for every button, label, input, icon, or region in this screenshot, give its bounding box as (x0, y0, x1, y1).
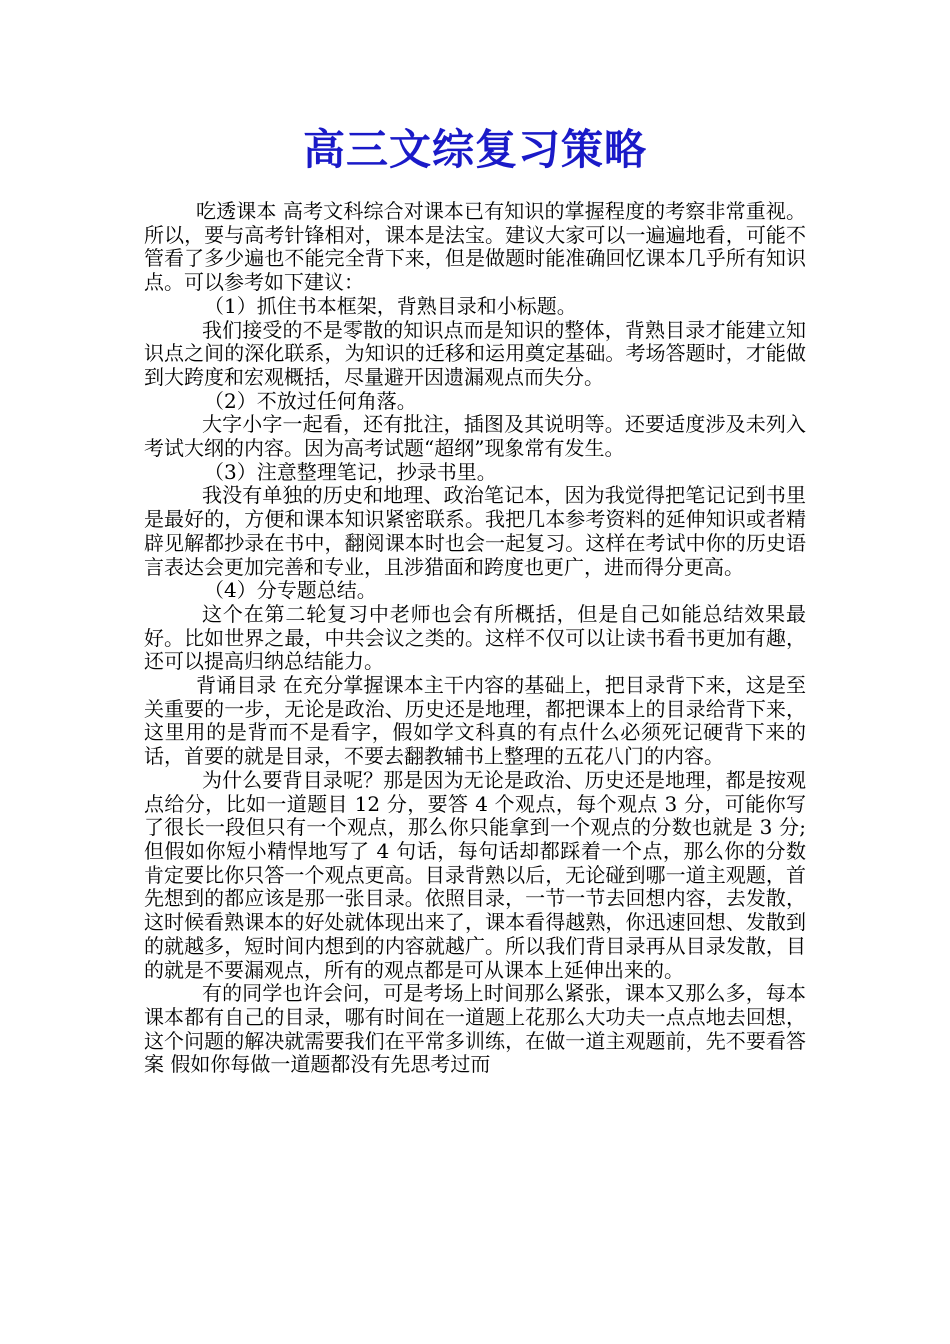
document-body (144, 200, 806, 1077)
paragraph-why-contents: 为什么要背目录呢？那是因为无论是政治、历史还是地理，都是按观点给分，比如一道题目 12 分，要答 4 个观点，每个观点 3 分，可能你写了很长一段但只有一个观点，那么你只能拿到一个观点的分数也就是 3 分;但假如你短小精悍地写了 4 句话，每句话却都踩着一个点，那么你的分数肯定要比你只答一个观点更高。目录背熟以后，无论碰到哪一道主观题，首先想到的都应该是那一张目录。依照目录，一节一节去回想内容，去发散，这时候看熟课本的好处就体现出来了，课本看得越熟，你迅速回想、发散到的就越多，短时间内想到的内容就越广。所以我们背目录再从目录发散，目的就是不要漏观点，所有的观点都是可从课本上延伸出来的。 (144, 767, 806, 982)
list-item-topics: （4）分专题总结。 (204, 578, 377, 603)
list-item-notes: （3）注意整理笔记，抄录书里。 (204, 459, 497, 484)
page-title: 高三文综复习策略 (302, 125, 647, 174)
paragraph-every-corner-detail: 大字小字一起看，还有批注，插图及其说明等。还要适度涉及未列入考试大纲的内容。因为高考试题“超纲”现象常有发生。 (144, 412, 806, 461)
paragraph-textbook-intro: 吃透课本 高考文科综合对课本已有知识的掌握程度的考察非常重视。所以，要与高考针锋相对，课本是法宝。建议大家可以一遍遍地看，可能不管看了多少遍也不能完全背下来，但是做题时能准确回忆课本几乎所有知识点。可以参考如下建议： (144, 199, 806, 295)
paragraph-exam-time: 有的同学也许会问，可是考场上时间那么紧张，课本又那么多，每本课本都有自己的目录，哪有时间在一道题上花那么大功夫一点点地去回想，这个问题的解决就需要我们在平常多训练，在做一道主观题前，先不要看答案 假如你每做一道题都没有先思考过而 (144, 981, 806, 1077)
paragraph-memorize-contents: 背诵目录 在充分掌握课本主干内容的基础上，把目录背下来，这是至关重要的一步，无论是政治、历史还是地理，都把课本上的目录给背下来，这里用的是背而不是看字，假如学文科真的有点什么必须死记硬背下来的话，首要的就是目录，不要去翻教辅书上整理的五花八门的内容。 (144, 673, 806, 769)
paragraph-framework-detail: 我们接受的不是零散的知识点而是知识的整体，背熟目录才能建立知识点之间的深化联系，为知识的迁移和运用奠定基础。考场答题时，才能做到大跨度和宏观概括，尽量避开因遗漏观点而失分。 (144, 317, 806, 389)
paragraph-notes-detail: 我没有单独的历史和地理、政治笔记本，因为我觉得把笔记记到书里是最好的，方便和课本知识紧密联系。我把几本参考资料的延伸知识或者精辟见解都抄录在书中，翻阅课本时也会一起复习。这样在考试中你的历史语言表达会更加完善和专业，且涉猎面和跨度也更广，进而得分更高。 (144, 483, 806, 579)
list-item-every-corner: （2）不放过任何角落。 (204, 388, 417, 413)
list-item-framework: （1）抓住书本框架，背熟目录和小标题。 (204, 293, 577, 318)
paragraph-topics-detail: 这个在第二轮复习中老师也会有所概括，但是自己如能总结效果最好。比如世界之最，中共会议之类的。这样不仅可以让读书看书更加有趣，还可以提高归纳总结能力。 (144, 601, 806, 674)
